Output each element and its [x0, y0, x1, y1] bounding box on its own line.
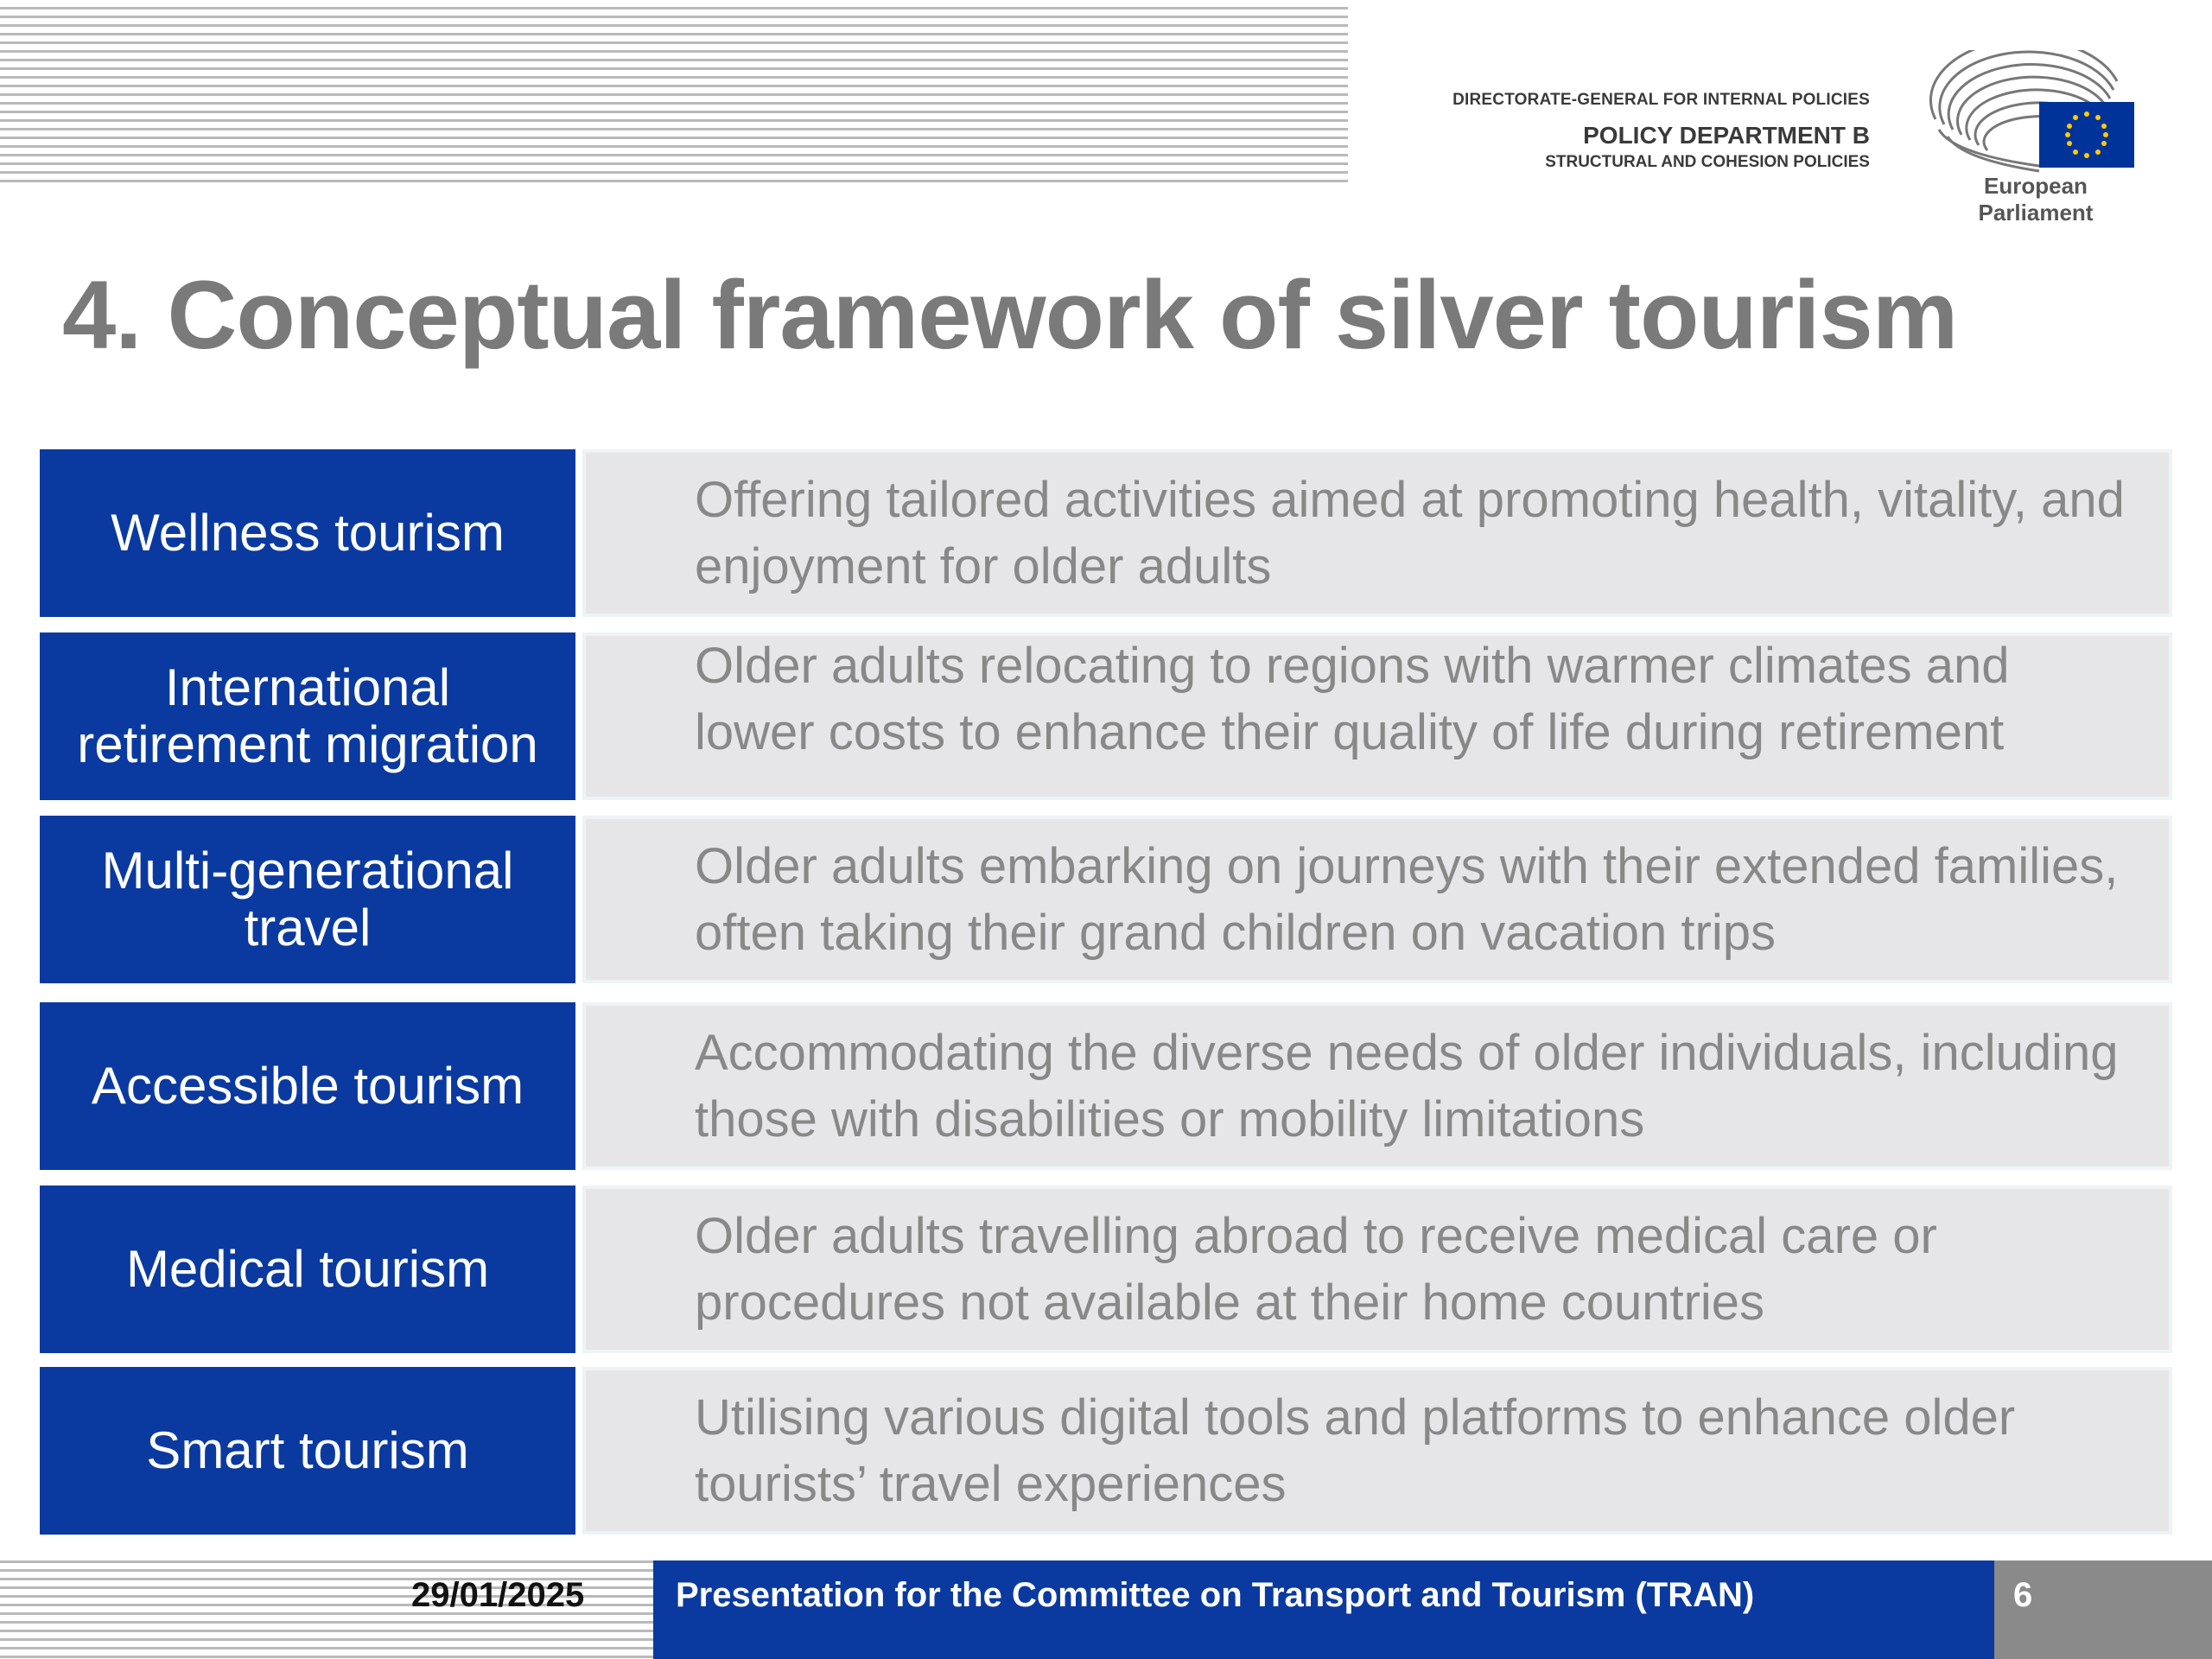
row-label: International retirement migration [40, 632, 575, 800]
row-description: Utilising various digital tools and platforms to enhance older tourists’ travel experiences [582, 1367, 2172, 1535]
header-stripes [0, 7, 1348, 183]
row-label: Multi-generational travel [40, 816, 575, 983]
row-description: Older adults relocating to regions with warmer climates and lower costs to enhance their quality of life during retirement [582, 632, 2172, 800]
table-row [40, 1185, 2172, 1353]
page-number: 6 [2013, 1576, 2033, 1614]
row-description: Older adults embarking on journeys with their extended families, often taking their grand children on vacation trips [582, 816, 2172, 983]
table-row [40, 1002, 2172, 1170]
table-row [40, 449, 2172, 617]
row-description: Accommodating the diverse needs of older individuals, including those with disabilities or mobility limitations [582, 1002, 2172, 1170]
department-label: POLICY DEPARTMENT B [1583, 122, 1870, 149]
row-description: Offering tailored activities aimed at promoting health, vitality, and enjoyment for older adults [582, 449, 2172, 617]
footer-presentation-title: Presentation for the Committee on Transport and Tourism (TRAN) [676, 1576, 1755, 1614]
table-row [40, 1367, 2172, 1535]
footer-date: 29/01/2025 [411, 1576, 585, 1614]
row-label: Accessible tourism [40, 1002, 575, 1170]
table-row [40, 816, 2172, 983]
row-description: Older adults travelling abroad to receive medical care or procedures not available at their home countries [582, 1185, 2172, 1353]
directorate-label: DIRECTORATE-GENERAL FOR INTERNAL POLICIES [1452, 91, 1870, 109]
row-label: Smart tourism [40, 1367, 575, 1535]
subdepartment-label: STRUCTURAL AND COHESION POLICIES [1545, 153, 1870, 171]
header-department-text [1452, 91, 1870, 172]
logo-caption: European Parliament [1978, 173, 2094, 226]
row-label: Wellness tourism [40, 449, 575, 617]
table-row [40, 632, 2172, 800]
slide-title: 4. Conceptual framework of silver tourism [62, 261, 1958, 369]
row-label: Medical tourism [40, 1185, 575, 1353]
